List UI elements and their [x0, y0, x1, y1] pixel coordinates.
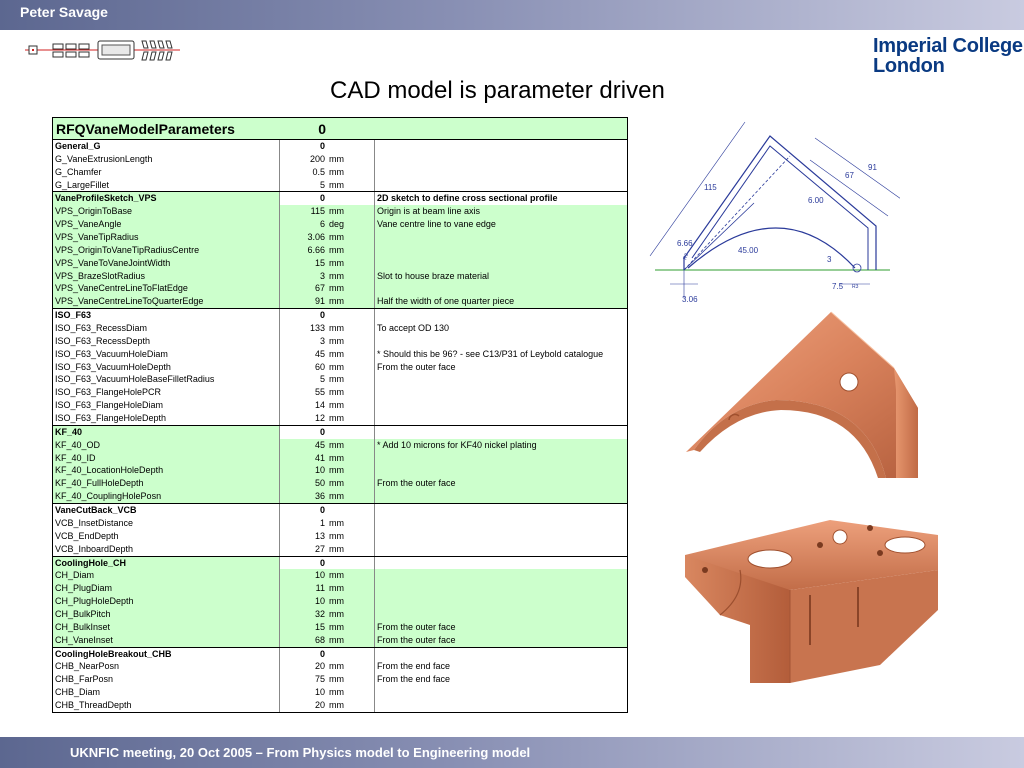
dim-label: 45.00: [738, 246, 759, 255]
parameter-value: 5: [319, 374, 325, 385]
parameter-name: VPS_VaneCentreLineToFlatEdge: [53, 282, 280, 295]
parameter-group: [53, 648, 627, 712]
table-row: [53, 386, 627, 399]
parameter-note: To accept OD 130: [375, 322, 627, 335]
parameter-name: CH_VaneInset: [53, 634, 280, 647]
parameter-name: ISO_F63_FlangeHoleDiam: [53, 399, 280, 412]
parameter-note: [375, 335, 627, 348]
parameter-note: [375, 257, 627, 270]
parameter-name: ISO_F63_FlangeHolePCR: [53, 386, 280, 399]
table-row: [53, 530, 627, 543]
group-header-row: [53, 140, 627, 153]
table-row: [53, 412, 627, 425]
parameter-value: 6.66: [307, 244, 325, 255]
group-header-row: [53, 426, 627, 439]
table-row: [53, 477, 627, 490]
parameter-value: 0: [319, 141, 325, 151]
parameter-unit: mm: [327, 452, 375, 465]
parameter-note: [375, 582, 627, 595]
parameter-unit: mm: [327, 348, 375, 361]
table-row: [53, 166, 627, 179]
parameter-note: [375, 557, 627, 570]
table-row: [53, 179, 627, 192]
parameter-unit: mm: [327, 282, 375, 295]
parameter-note: [375, 399, 627, 412]
parameter-unit: mm: [327, 153, 375, 166]
parameter-unit: [327, 557, 375, 570]
table-row: [53, 608, 627, 621]
parameter-value: 200: [309, 153, 325, 164]
parameter-unit: mm: [327, 673, 375, 686]
parameter-note: [375, 140, 627, 153]
parameter-value: 10: [314, 465, 325, 476]
vane-quarter-render: [656, 310, 926, 490]
table-row: [53, 399, 627, 412]
footer-bar: [0, 737, 1024, 768]
parameter-note: [375, 452, 627, 465]
parameter-unit: mm: [327, 660, 375, 673]
parameter-unit: mm: [327, 490, 375, 503]
parameter-value: 15: [314, 257, 325, 268]
parameter-name: VPS_VaneTipRadius: [53, 231, 280, 244]
parameter-value: 11: [315, 583, 325, 594]
parameter-name: VPS_OriginToBase: [53, 205, 280, 218]
parameter-note: [375, 179, 627, 192]
parameter-name: VaneProfileSketch_VPS: [53, 192, 280, 205]
parameter-name: ISO_F63_FlangeHoleDepth: [53, 412, 280, 425]
imperial-college-logo: [873, 36, 1023, 76]
parameter-name: CH_BulkInset: [53, 621, 280, 634]
parameter-unit: [327, 648, 375, 661]
parameter-name: CHB_FarPosn: [53, 673, 280, 686]
dim-label: 6.00: [808, 196, 824, 205]
parameter-note: [375, 699, 627, 712]
parameter-note: [375, 608, 627, 621]
parameter-note: From the outer face: [377, 621, 456, 632]
parameter-unit: mm: [327, 608, 375, 621]
parameter-value: 55: [314, 387, 325, 398]
parameter-name: VPS_VaneToVaneJointWidth: [53, 257, 280, 270]
parameter-value: 45: [314, 348, 325, 359]
table-row: [53, 490, 627, 503]
parameter-name: VPS_OriginToVaneTipRadiusCentre: [53, 244, 280, 257]
parameter-unit: mm: [327, 295, 375, 308]
parameter-name: CH_PlugDiam: [53, 582, 280, 595]
parameter-unit: mm: [327, 517, 375, 530]
author-name: Peter Savage: [20, 4, 108, 20]
vane-profile-drawing: [640, 108, 900, 313]
table-row: [53, 595, 627, 608]
parameter-group: [53, 504, 627, 556]
group-header-row: [53, 648, 627, 661]
table-row: [53, 231, 627, 244]
table-row: [53, 295, 627, 308]
table-title-value: 0: [318, 121, 326, 137]
table-row: [53, 517, 627, 530]
logo-line-1: Imperial College: [873, 35, 1023, 57]
parameter-note: [375, 595, 627, 608]
parameter-value: 68: [314, 634, 325, 645]
dim-label: R3: [852, 284, 859, 290]
parameter-group: [53, 426, 627, 504]
dim-label: R3: [682, 252, 691, 261]
parameter-value: 5: [319, 179, 325, 190]
parameter-unit: mm: [327, 335, 375, 348]
parameter-value: 15: [314, 621, 325, 632]
parameter-name: CH_PlugHoleDepth: [53, 595, 280, 608]
footer-text: UKNFIC meeting, 20 Oct 2005 – From Physics model to Engineering model: [70, 745, 531, 760]
parameter-name: ISO_F63_VacuumHoleDiam: [53, 348, 280, 361]
accelerator-lattice-icon: [25, 38, 185, 73]
table-row: [53, 257, 627, 270]
parameter-name: ISO_F63_VacuumHoleBaseFilletRadius: [53, 373, 280, 386]
parameter-unit: [327, 140, 375, 153]
parameter-note: From the outer face: [375, 361, 627, 374]
table-row: [53, 218, 627, 231]
parameter-value: 3.06: [307, 232, 325, 243]
parameter-unit: mm: [327, 257, 375, 270]
table-row: [53, 270, 627, 283]
parameter-unit: mm: [327, 361, 375, 374]
parameter-value: 0: [280, 557, 327, 570]
parameter-note: [375, 231, 627, 244]
table-row: [53, 361, 627, 374]
parameter-note: [375, 530, 627, 543]
table-row: [53, 660, 627, 673]
dim-label: 3: [827, 255, 832, 264]
parameter-name: VPS_BrazeSlotRadius: [53, 270, 280, 283]
parameter-value: 50: [314, 478, 325, 489]
table-row: [53, 699, 627, 712]
parameter-name: General_G: [53, 140, 280, 153]
dim-label: 7.5: [832, 282, 844, 291]
parameter-name: ISO_F63_VacuumHoleDepth: [53, 361, 280, 374]
parameter-value: 20: [314, 661, 325, 672]
parameter-name: CHB_NearPosn: [53, 660, 280, 673]
parameter-note: From the outer face: [377, 478, 456, 489]
table-row: [53, 543, 627, 556]
parameter-value: 91: [314, 296, 325, 307]
parameter-unit: mm: [327, 686, 375, 699]
parameter-value: 14: [314, 400, 325, 411]
group-header-row: [53, 192, 627, 205]
parameter-name: KF_40_FullHoleDepth: [53, 477, 280, 490]
parameter-unit: mm: [327, 244, 375, 257]
table-row: [53, 373, 627, 386]
group-header-row: [53, 309, 627, 322]
parameter-unit: mm: [327, 634, 375, 647]
parameter-unit: [327, 426, 375, 439]
parameter-value: 10: [314, 596, 325, 607]
parameter-name: ISO_F63: [53, 309, 280, 322]
parameter-value: 1: [319, 517, 325, 528]
parameter-value: 115: [310, 206, 325, 217]
parameter-note: [375, 426, 627, 439]
parameter-name: VaneCutBack_VCB: [53, 504, 280, 517]
table-header-row: [53, 118, 627, 140]
parameter-unit: mm: [327, 582, 375, 595]
dim-label: 6.66: [677, 239, 693, 248]
parameter-value: 60: [314, 361, 325, 372]
table-row: [53, 569, 627, 582]
parameter-unit: [327, 504, 375, 517]
header-bar: [0, 0, 1024, 30]
parameter-value: 0: [280, 426, 327, 439]
parameter-name: VPS_VaneCentreLineToQuarterEdge: [53, 295, 280, 308]
parameter-name: KF_40_OD: [53, 439, 280, 452]
parameter-note: [375, 569, 627, 582]
parameter-value: 0: [319, 310, 325, 321]
table-row: [53, 153, 627, 166]
parameter-value: 45: [314, 439, 325, 450]
parameter-name: KF_40_ID: [53, 452, 280, 465]
table-row: [53, 348, 627, 361]
parameter-note: Slot to house braze material: [377, 270, 490, 281]
table-title: RFQVaneModelParameters: [56, 121, 235, 137]
parameter-name: CHB_ThreadDepth: [53, 699, 280, 712]
parameter-note: [375, 166, 627, 179]
parameter-unit: deg: [327, 218, 375, 231]
parameter-note: 2D sketch to define cross sectional profile: [375, 192, 627, 205]
parameter-unit: mm: [327, 231, 375, 244]
parameter-note: Half the width of one quarter piece: [377, 296, 515, 307]
parameter-name: CHB_Diam: [53, 686, 280, 699]
parameter-value: 0: [319, 505, 325, 516]
parameter-unit: mm: [327, 399, 375, 412]
parameter-name: KF_40_CouplingHolePosn: [53, 490, 280, 503]
dim-label: 115: [704, 183, 717, 192]
parameter-unit: mm: [327, 543, 375, 556]
parameter-unit: mm: [327, 270, 375, 283]
parameter-note: From the end face: [375, 673, 627, 686]
parameter-name: KF_40: [53, 426, 280, 439]
parameter-note: From the outer face: [377, 634, 456, 645]
logo-line-2: London: [873, 55, 945, 77]
table-row: [53, 322, 627, 335]
parameter-unit: mm: [327, 477, 375, 490]
parameter-unit: mm: [327, 699, 375, 712]
parameter-note: [375, 504, 627, 517]
parameter-value: 13: [314, 530, 325, 541]
parameter-note: [375, 309, 627, 322]
table-row: [53, 464, 627, 477]
parameter-unit: mm: [327, 179, 375, 192]
vane-end-block-render: [680, 515, 940, 690]
parameter-group: [53, 557, 627, 648]
parameter-note: * Add 10 microns for KF40 nickel plating: [377, 439, 537, 450]
parameter-unit: mm: [327, 205, 375, 218]
parameter-note: From the end face: [375, 660, 627, 673]
parameter-value: 3: [319, 335, 325, 346]
parameter-value: 27: [314, 543, 325, 554]
table-row: [53, 205, 627, 218]
parameter-value: 0.5: [312, 166, 325, 177]
parameter-unit: mm: [327, 569, 375, 582]
parameter-note: [375, 543, 627, 556]
parameter-note: [375, 517, 627, 530]
group-header-row: [53, 504, 627, 517]
parameter-name: VCB_InsetDistance: [53, 517, 280, 530]
parameter-value: 0: [280, 192, 327, 205]
parameter-name: VPS_VaneAngle: [53, 218, 280, 231]
parameter-note: [375, 412, 627, 425]
parameter-note: [375, 648, 627, 661]
table-row: [53, 686, 627, 699]
table-row: [53, 634, 627, 647]
table-row: [53, 335, 627, 348]
parameter-group: [53, 140, 627, 192]
parameter-name: ISO_F63_RecessDepth: [53, 335, 280, 348]
parameter-value: 6: [319, 219, 325, 230]
parameter-note: Vane centre line to vane edge: [377, 219, 496, 230]
parameter-value: 10: [314, 570, 325, 581]
parameter-unit: mm: [327, 621, 375, 634]
table-row: [53, 282, 627, 295]
parameter-unit: mm: [327, 412, 375, 425]
parameter-unit: mm: [327, 322, 375, 335]
table-row: [53, 582, 627, 595]
parameter-note: [375, 386, 627, 399]
parameter-value: 3: [319, 270, 325, 281]
dim-label: 3.06: [682, 295, 698, 304]
parameter-value: 32: [314, 608, 325, 619]
parameter-name: ISO_F63_RecessDiam: [53, 322, 280, 335]
parameter-unit: [327, 309, 375, 322]
parameter-note: [375, 373, 627, 386]
parameter-name: CH_BulkPitch: [53, 608, 280, 621]
parameter-unit: mm: [327, 595, 375, 608]
slide-title: CAD model is parameter driven: [330, 77, 665, 104]
parameter-value: 133: [309, 323, 325, 334]
parameter-value: 0: [319, 648, 325, 659]
parameter-name: G_Chamfer: [53, 166, 280, 179]
dim-label: 91: [868, 163, 877, 172]
parameter-name: CoolingHole_CH: [53, 557, 280, 570]
table-row: [53, 439, 627, 452]
dim-label: 67: [845, 171, 854, 180]
parameter-name: G_LargeFillet: [53, 179, 280, 192]
table-row: [53, 621, 627, 634]
parameter-value: 75: [314, 674, 325, 685]
parameter-unit: mm: [327, 439, 375, 452]
parameter-note: [375, 244, 627, 257]
parameter-unit: [327, 192, 375, 205]
parameter-value: 20: [314, 699, 325, 710]
table-row: [53, 673, 627, 686]
parameter-note: [375, 282, 627, 295]
parameter-note: * Should this be 96? - see C13/P31 of Leybold catalogue: [375, 348, 627, 361]
parameter-name: G_VaneExtrusionLength: [53, 153, 280, 166]
parameter-note: [375, 686, 627, 699]
parameter-unit: mm: [327, 373, 375, 386]
parameter-name: VCB_InboardDepth: [53, 543, 280, 556]
parameter-name: VCB_EndDepth: [53, 530, 280, 543]
group-header-row: [53, 557, 627, 570]
parameter-value: 41: [314, 452, 325, 463]
parameter-unit: mm: [327, 464, 375, 477]
table-row: [53, 452, 627, 465]
parameter-group: [53, 192, 627, 309]
parameter-unit: mm: [327, 530, 375, 543]
parameter-unit: mm: [327, 386, 375, 399]
parameter-note: Origin is at beam line axis: [377, 206, 481, 217]
parameter-unit: mm: [327, 166, 375, 179]
table-row: [53, 244, 627, 257]
parameter-value: 67: [314, 283, 325, 294]
parameter-note: [375, 464, 627, 477]
parameter-name: CH_Diam: [53, 569, 280, 582]
parameter-name: CoolingHoleBreakout_CHB: [53, 648, 280, 661]
parameter-value: 12: [314, 413, 325, 424]
parameter-note: [375, 490, 627, 503]
parameter-value: 10: [314, 687, 325, 698]
parameter-note: [375, 153, 627, 166]
parameter-name: KF_40_LocationHoleDepth: [53, 464, 280, 477]
parameter-table: [52, 117, 628, 713]
parameter-value: 36: [314, 491, 325, 502]
parameter-group: [53, 309, 627, 426]
